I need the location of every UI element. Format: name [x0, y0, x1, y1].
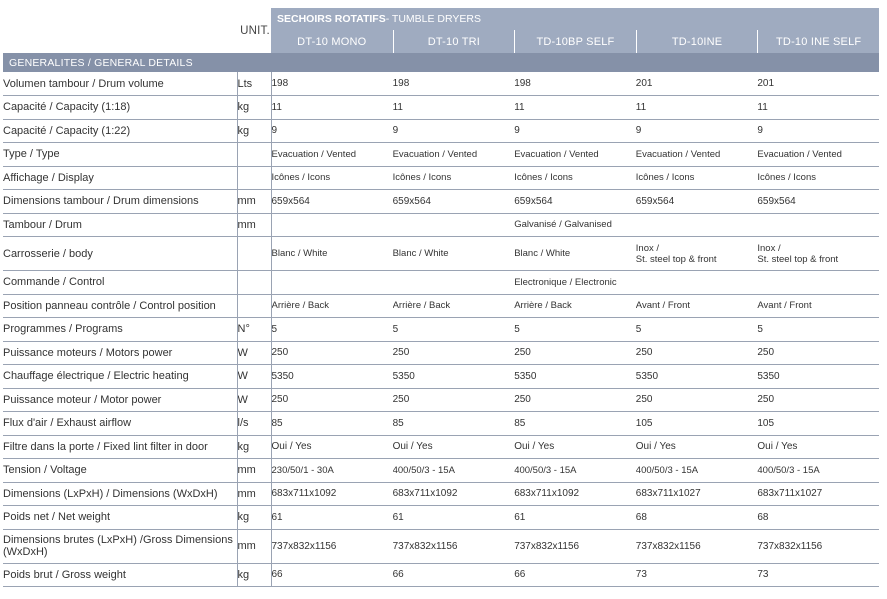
row-value: 5350: [514, 365, 636, 389]
row-value: 11: [514, 96, 636, 120]
row-value: Evacuation / Vented: [271, 143, 393, 167]
row-value: Oui / Yes: [757, 435, 879, 459]
row-value: 198: [393, 72, 515, 96]
row-value: 11: [271, 96, 393, 120]
row-value: 250: [636, 388, 758, 412]
model-header: TD-10INE: [636, 30, 758, 53]
row-unit: mm: [237, 213, 271, 237]
row-value: 61: [271, 506, 393, 530]
row-value: [636, 213, 758, 237]
row-value: Evacuation / Vented: [393, 143, 515, 167]
row-unit: kg: [237, 435, 271, 459]
row-unit: [237, 237, 271, 271]
row-value: [271, 271, 393, 295]
row-unit: mm: [237, 459, 271, 483]
row-value: 66: [271, 563, 393, 587]
row-value: 11: [393, 96, 515, 120]
row-unit: [237, 294, 271, 318]
row-label: Filtre dans la porte / Fixed lint filter in door: [3, 435, 237, 459]
model-header: DT-10 MONO: [271, 30, 393, 53]
row-label: Poids net / Net weight: [3, 506, 237, 530]
row-value: 61: [514, 506, 636, 530]
row-value: 737x832x1156: [514, 529, 636, 563]
row-unit: W: [237, 388, 271, 412]
row-label: Position panneau contrôle / Control position: [3, 294, 237, 318]
row-value: 5: [514, 318, 636, 342]
row-value: 659x564: [636, 190, 758, 214]
table-row: [3, 412, 879, 436]
row-value: [757, 213, 879, 237]
row-value: Arrière / Back: [393, 294, 515, 318]
row-value: 66: [393, 563, 515, 587]
row-value: 683x711x1092: [514, 482, 636, 506]
row-value: 737x832x1156: [636, 529, 758, 563]
model-header: TD-10BP SELF: [514, 30, 636, 53]
row-unit: N°: [237, 318, 271, 342]
row-value: 659x564: [514, 190, 636, 214]
row-value: Oui / Yes: [514, 435, 636, 459]
row-value: Icônes / Icons: [393, 166, 515, 190]
row-value: 5: [393, 318, 515, 342]
row-value: 68: [757, 506, 879, 530]
row-value: 400/50/3 - 15A: [514, 459, 636, 483]
row-value: 5350: [271, 365, 393, 389]
row-value: 230/50/1 - 30A: [271, 459, 393, 483]
table-row: [3, 271, 879, 295]
row-unit: kg: [237, 119, 271, 143]
row-value: 250: [271, 341, 393, 365]
row-value: Evacuation / Vented: [757, 143, 879, 167]
table-row: [3, 190, 879, 214]
row-value: Blanc / White: [271, 237, 393, 271]
row-value: Evacuation / Vented: [514, 143, 636, 167]
row-value: 250: [271, 388, 393, 412]
row-value: 11: [757, 96, 879, 120]
row-value: 68: [636, 506, 758, 530]
table-row: [3, 96, 879, 120]
row-unit: l/s: [237, 412, 271, 436]
row-label: Dimensions (LxPxH) / Dimensions (WxDxH): [3, 482, 237, 506]
row-label: Type / Type: [3, 143, 237, 167]
row-label: Puissance moteurs / Motors power: [3, 341, 237, 365]
row-value: 250: [393, 341, 515, 365]
table-row: [3, 529, 879, 563]
row-unit: W: [237, 365, 271, 389]
row-value: 250: [757, 388, 879, 412]
row-unit: kg: [237, 506, 271, 530]
table-row: [3, 72, 879, 96]
row-label: Tambour / Drum: [3, 213, 237, 237]
row-unit: W: [237, 341, 271, 365]
row-unit: mm: [237, 190, 271, 214]
row-unit: [237, 143, 271, 167]
row-value: 5350: [757, 365, 879, 389]
table-header: [0, 0, 887, 53]
row-value: 737x832x1156: [271, 529, 393, 563]
row-value: Inox / St. steel top & front: [636, 237, 758, 271]
row-value: [393, 271, 515, 295]
row-value: 5350: [393, 365, 515, 389]
row-label: Dimensions tambour / Drum dimensions: [3, 190, 237, 214]
table-row: [3, 143, 879, 167]
row-label: Puissance moteur / Motor power: [3, 388, 237, 412]
table-row: [3, 213, 879, 237]
row-label: Capacité / Capacity (1:18): [3, 96, 237, 120]
row-value: 105: [757, 412, 879, 436]
row-unit: mm: [237, 482, 271, 506]
row-unit: kg: [237, 563, 271, 587]
row-value: 9: [514, 119, 636, 143]
row-value: Oui / Yes: [393, 435, 515, 459]
row-value: Icônes / Icons: [757, 166, 879, 190]
table-row: [3, 459, 879, 483]
row-value: 9: [757, 119, 879, 143]
table-row: [3, 506, 879, 530]
row-value: 9: [636, 119, 758, 143]
row-label: Dimensions brutes (LxPxH) /Gross Dimensions (WxDxH): [3, 529, 237, 563]
row-value: 737x832x1156: [393, 529, 515, 563]
row-value: 73: [636, 563, 758, 587]
row-value: Icônes / Icons: [271, 166, 393, 190]
row-value: Oui / Yes: [271, 435, 393, 459]
section-header: GENERALITES / GENERAL DETAILS: [3, 53, 879, 72]
row-value: Oui / Yes: [636, 435, 758, 459]
table-row: [3, 318, 879, 342]
table-row: [3, 166, 879, 190]
row-value: 400/50/3 - 15A: [757, 459, 879, 483]
row-value: Blanc / White: [514, 237, 636, 271]
row-value: [393, 213, 515, 237]
row-value: 5: [757, 318, 879, 342]
row-value: 85: [271, 412, 393, 436]
table-row: [3, 563, 879, 587]
row-value: 683x711x1027: [636, 482, 758, 506]
row-value: 61: [393, 506, 515, 530]
row-value: 400/50/3 - 15A: [636, 459, 758, 483]
row-value: 85: [393, 412, 515, 436]
row-value: 683x711x1092: [393, 482, 515, 506]
spec-rows: [3, 72, 879, 587]
row-unit: kg: [237, 96, 271, 120]
table-row: [3, 237, 879, 271]
row-value: Galvanisé / Galvanised: [514, 213, 636, 237]
row-value: Icônes / Icons: [636, 166, 758, 190]
row-value: Avant / Front: [636, 294, 758, 318]
row-value: 5350: [636, 365, 758, 389]
table-row: [3, 341, 879, 365]
product-family-rest: - TUMBLE DRYERS: [385, 13, 482, 25]
row-label: Flux d'air / Exhaust airflow: [3, 412, 237, 436]
row-value: [271, 213, 393, 237]
row-value: 11: [636, 96, 758, 120]
row-value: 683x711x1027: [757, 482, 879, 506]
product-family-bold: SECHOIRS ROTATIFS: [277, 13, 386, 25]
row-value: Blanc / White: [393, 237, 515, 271]
row-value: 9: [271, 119, 393, 143]
product-family-header: [271, 8, 879, 30]
row-label: Commande / Control: [3, 271, 237, 295]
model-header: DT-10 TRI: [393, 30, 515, 53]
row-value: Icônes / Icons: [514, 166, 636, 190]
row-unit: Lts: [237, 72, 271, 96]
row-value: 659x564: [393, 190, 515, 214]
row-value: 73: [757, 563, 879, 587]
row-label: Poids brut / Gross weight: [3, 563, 237, 587]
table-row: [3, 119, 879, 143]
row-label: Affichage / Display: [3, 166, 237, 190]
row-value: 400/50/3 - 15A: [393, 459, 515, 483]
row-label: Carrosserie / body: [3, 237, 237, 271]
row-label: Capacité / Capacity (1:22): [3, 119, 237, 143]
row-value: 5: [636, 318, 758, 342]
row-value: 250: [393, 388, 515, 412]
row-value: 250: [514, 388, 636, 412]
table-row: [3, 482, 879, 506]
table-row: [3, 388, 879, 412]
row-unit: [237, 271, 271, 295]
spec-table: [3, 72, 879, 587]
row-value: 683x711x1092: [271, 482, 393, 506]
row-value: Arrière / Back: [271, 294, 393, 318]
table-row: [3, 294, 879, 318]
row-value: 201: [757, 72, 879, 96]
row-value: [757, 271, 879, 295]
table-row: [3, 435, 879, 459]
model-header: TD-10 INE SELF: [757, 30, 879, 53]
unit-column-header: UNIT.: [240, 24, 270, 37]
row-value: Avant / Front: [757, 294, 879, 318]
row-unit: [237, 166, 271, 190]
row-value: 198: [514, 72, 636, 96]
model-header-row: [271, 30, 879, 53]
row-value: [636, 271, 758, 295]
row-value: 201: [636, 72, 758, 96]
row-value: 250: [514, 341, 636, 365]
row-unit: mm: [237, 529, 271, 563]
row-value: 737x832x1156: [757, 529, 879, 563]
row-label: Programmes / Programs: [3, 318, 237, 342]
row-value: 198: [271, 72, 393, 96]
row-value: Arrière / Back: [514, 294, 636, 318]
row-value: 66: [514, 563, 636, 587]
row-value: 5: [271, 318, 393, 342]
row-value: 85: [514, 412, 636, 436]
row-value: 105: [636, 412, 758, 436]
row-value: Electronique / Electronic: [514, 271, 636, 295]
row-value: 250: [636, 341, 758, 365]
row-value: 250: [757, 341, 879, 365]
row-value: Evacuation / Vented: [636, 143, 758, 167]
row-value: 659x564: [271, 190, 393, 214]
row-label: Tension / Voltage: [3, 459, 237, 483]
table-row: [3, 365, 879, 389]
row-value: 659x564: [757, 190, 879, 214]
row-label: Chauffage électrique / Electric heating: [3, 365, 237, 389]
row-value: Inox / St. steel top & front: [757, 237, 879, 271]
row-value: 9: [393, 119, 515, 143]
row-label: Volumen tambour / Drum volume: [3, 72, 237, 96]
